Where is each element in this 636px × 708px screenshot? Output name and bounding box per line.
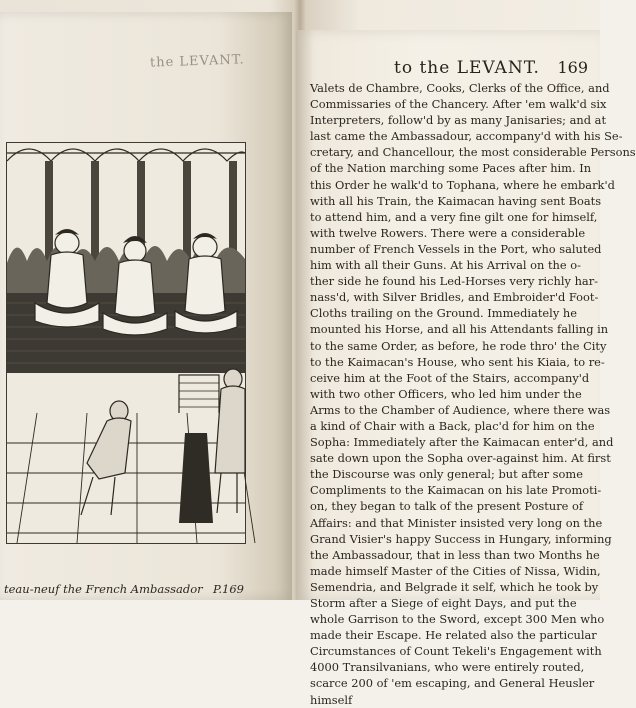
text-line: this Order he walk'd to Tophana, where he embark'd bbox=[310, 177, 615, 192]
text-line: 4000 Transilvanians, who were entirely routed, bbox=[310, 660, 585, 675]
text-line: number of French Vessels in the Port, who saluted bbox=[310, 241, 602, 256]
engraved-plate bbox=[6, 142, 246, 544]
engraving-illustration bbox=[7, 143, 245, 543]
text-line: the Ambassadour, that in less than two Months he bbox=[310, 547, 600, 562]
text-line: him with all their Guns. At his Arrival on the o- bbox=[310, 258, 581, 273]
text-line: mounted his Horse, and all his Attendants falling in bbox=[310, 322, 609, 337]
plate-number: P.169 bbox=[212, 582, 244, 596]
text-line: ther side he found his Led-Horses very richly har- bbox=[310, 274, 598, 289]
text-line: Sopha: Immediately after the Kaimacan enter'd, and bbox=[310, 435, 614, 450]
text-line: nass'd, with Silver Bridles, and Embroider'd Foot- bbox=[310, 290, 599, 305]
text-line: with all his Train, the Kaimacan having sent Boats bbox=[310, 193, 602, 208]
plate-caption-text: teau-neuf the French Ambassador bbox=[4, 582, 203, 596]
text-line: whole Garrison to the Sword, except 300 Men who bbox=[310, 612, 605, 627]
text-line: cretary, and Chancellour, the most considerable Persons bbox=[310, 145, 636, 160]
text-line: Semendria, and Belgrade it self, which he took by bbox=[310, 579, 599, 594]
text-line: with two other Officers, who led him under the bbox=[310, 386, 582, 401]
running-head bbox=[394, 58, 594, 78]
left-page bbox=[0, 12, 292, 600]
text-line: Affairs: and that Minister insisted very long on the bbox=[310, 515, 603, 530]
left-running-head-bleedthrough: the LEVANT. bbox=[149, 52, 245, 71]
text-line: Commissaries of the Chancery. After 'em walk'd six bbox=[310, 97, 607, 112]
text-line: to attend him, and a very fine gilt one for himself, bbox=[310, 209, 598, 224]
text-line: Grand Visier's happy Success in Hungary, informing bbox=[310, 531, 612, 546]
text-line: made himself Master of the Cities of Nissa, Widin, bbox=[310, 563, 601, 578]
text-line: to the Kaimacan's House, who sent his Kiaia, to re- bbox=[310, 354, 605, 369]
text-line: Valets de Chambre, Cooks, Clerks of the Office, and bbox=[310, 81, 610, 95]
text-line: with twelve Rowers. There were a considerable bbox=[310, 225, 586, 240]
text-line: the Discourse was only general; but after some bbox=[310, 467, 583, 482]
text-line: on, they began to talk of the present Posture of bbox=[310, 499, 584, 514]
text-line: Storm after a Siege of eight Days, and put the bbox=[310, 596, 577, 610]
text-line: Cloths trailing on the Ground. Immediately he bbox=[310, 306, 577, 321]
text-line: of the Nation marching some Paces after him. In bbox=[310, 161, 592, 176]
text-line: Arms to the Chamber of Audience, where there was bbox=[310, 402, 611, 417]
right-page bbox=[296, 30, 636, 707]
text-line: made their Escape. He related also the particular bbox=[310, 628, 597, 643]
text-line: scarce 200 of 'em escaping, and General Heusler bbox=[310, 676, 595, 691]
text-line: sate down upon the Sopha over-against him. At first bbox=[310, 451, 611, 466]
text-line: Interpreters, follow'd by as many Janisaries; and at bbox=[310, 113, 607, 128]
text-line: ceive him at the Foot of the Stairs, accompany'd bbox=[310, 370, 590, 385]
plate-caption bbox=[4, 582, 244, 596]
page-number: 169 bbox=[557, 58, 588, 77]
text-line: Compliments to the Kaimacan on his late Promoti- bbox=[310, 483, 602, 498]
text-line: last came the Ambassadour, accompany'd with his Se- bbox=[310, 129, 623, 144]
running-head-title: to the LEVANT. bbox=[394, 58, 540, 78]
text-line: himself bbox=[310, 692, 353, 707]
body-text bbox=[310, 80, 636, 708]
text-line: a kind of Chair with a Back, plac'd for him on the bbox=[310, 418, 595, 433]
text-line: to the same Order, as before, he rode thro' the City bbox=[310, 338, 607, 353]
text-line: Circumstances of Count Tekeli's Engagement with bbox=[310, 644, 602, 659]
